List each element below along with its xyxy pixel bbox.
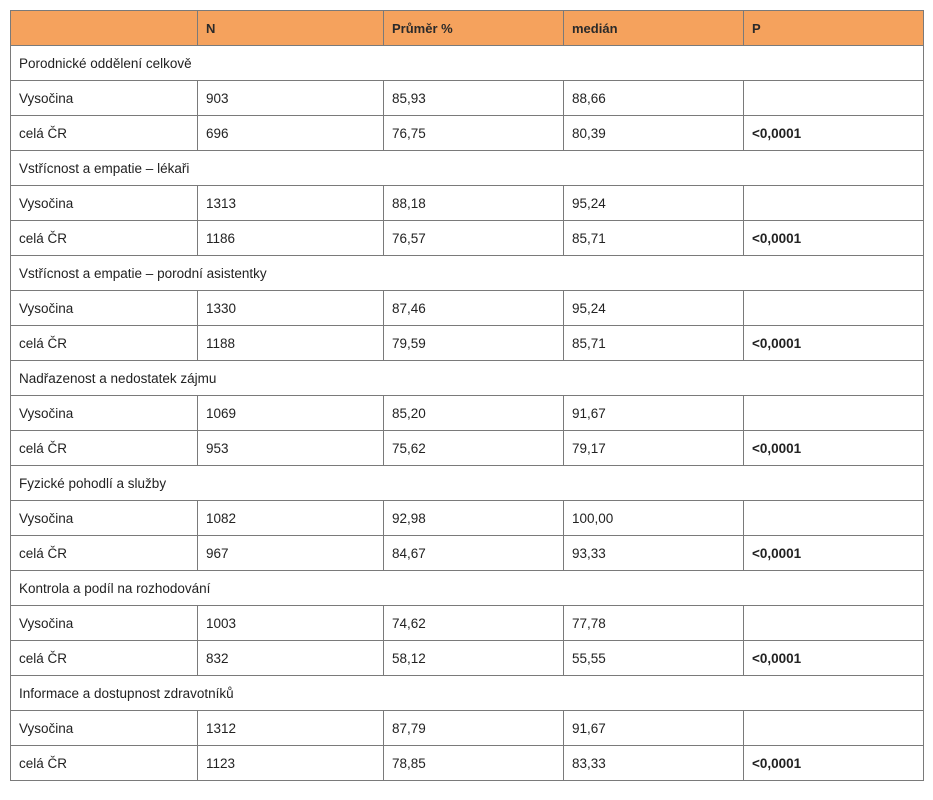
median-value: 79,17 (564, 431, 744, 466)
p-value (744, 396, 924, 431)
table-row (11, 746, 924, 781)
median-value: 88,66 (564, 81, 744, 116)
group-header-row (11, 571, 924, 606)
row-label: Vysočina (11, 606, 198, 641)
p-value (744, 186, 924, 221)
group-header-row (11, 151, 924, 186)
row-label: Vysočina (11, 81, 198, 116)
n-value: 967 (198, 536, 384, 571)
row-label: celá ČR (11, 641, 198, 676)
table-row (11, 186, 924, 221)
n-value: 903 (198, 81, 384, 116)
table-row (11, 116, 924, 151)
table-row (11, 606, 924, 641)
row-label: Vysočina (11, 396, 198, 431)
mean-value: 87,79 (384, 711, 564, 746)
mean-value: 58,12 (384, 641, 564, 676)
mean-value: 74,62 (384, 606, 564, 641)
n-value: 1069 (198, 396, 384, 431)
group-header-row (11, 361, 924, 396)
group-header-row (11, 466, 924, 501)
median-value: 100,00 (564, 501, 744, 536)
mean-value: 79,59 (384, 326, 564, 361)
p-value: <0,0001 (744, 641, 924, 676)
table-row (11, 221, 924, 256)
row-label: Vysočina (11, 186, 198, 221)
header-median: medián (564, 11, 744, 46)
median-value: 80,39 (564, 116, 744, 151)
n-value: 1312 (198, 711, 384, 746)
n-value: 696 (198, 116, 384, 151)
group-title: Vstřícnost a empatie – porodní asistentky (11, 256, 924, 291)
median-value: 91,67 (564, 396, 744, 431)
n-value: 1330 (198, 291, 384, 326)
mean-value: 76,57 (384, 221, 564, 256)
mean-value: 75,62 (384, 431, 564, 466)
group-header-row (11, 676, 924, 711)
n-value: 1188 (198, 326, 384, 361)
n-value: 1123 (198, 746, 384, 781)
table-row (11, 431, 924, 466)
table-header (11, 11, 924, 46)
p-value (744, 81, 924, 116)
p-value: <0,0001 (744, 221, 924, 256)
p-value (744, 291, 924, 326)
group-header-row (11, 46, 924, 81)
mean-value: 88,18 (384, 186, 564, 221)
table-row (11, 396, 924, 431)
mean-value: 78,85 (384, 746, 564, 781)
median-value: 95,24 (564, 186, 744, 221)
header-n: N (198, 11, 384, 46)
p-value (744, 501, 924, 536)
table-row (11, 291, 924, 326)
mean-value: 87,46 (384, 291, 564, 326)
table-row (11, 501, 924, 536)
n-value: 953 (198, 431, 384, 466)
row-label: Vysočina (11, 711, 198, 746)
n-value: 1186 (198, 221, 384, 256)
group-title: Porodnické oddělení celkově (11, 46, 924, 81)
group-title: Kontrola a podíl na rozhodování (11, 571, 924, 606)
n-value: 1003 (198, 606, 384, 641)
results-table (10, 10, 924, 781)
median-value: 85,71 (564, 326, 744, 361)
median-value: 83,33 (564, 746, 744, 781)
row-label: celá ČR (11, 116, 198, 151)
row-label: celá ČR (11, 221, 198, 256)
table-row (11, 536, 924, 571)
table-row (11, 326, 924, 361)
median-value: 93,33 (564, 536, 744, 571)
n-value: 1082 (198, 501, 384, 536)
p-value: <0,0001 (744, 326, 924, 361)
table-body (11, 46, 924, 781)
header-row (11, 11, 924, 46)
table-row (11, 81, 924, 116)
group-header-row (11, 256, 924, 291)
p-value: <0,0001 (744, 431, 924, 466)
n-value: 832 (198, 641, 384, 676)
header-blank (11, 11, 198, 46)
n-value: 1313 (198, 186, 384, 221)
row-label: Vysočina (11, 291, 198, 326)
group-title: Informace a dostupnost zdravotníků (11, 676, 924, 711)
header-p: P (744, 11, 924, 46)
p-value: <0,0001 (744, 536, 924, 571)
group-title: Nadřazenost a nedostatek zájmu (11, 361, 924, 396)
mean-value: 76,75 (384, 116, 564, 151)
row-label: celá ČR (11, 431, 198, 466)
row-label: celá ČR (11, 746, 198, 781)
median-value: 55,55 (564, 641, 744, 676)
mean-value: 85,93 (384, 81, 564, 116)
mean-value: 92,98 (384, 501, 564, 536)
p-value (744, 711, 924, 746)
table-row (11, 641, 924, 676)
group-title: Fyzické pohodlí a služby (11, 466, 924, 501)
group-title: Vstřícnost a empatie – lékaři (11, 151, 924, 186)
mean-value: 85,20 (384, 396, 564, 431)
table-row (11, 711, 924, 746)
mean-value: 84,67 (384, 536, 564, 571)
median-value: 77,78 (564, 606, 744, 641)
p-value: <0,0001 (744, 116, 924, 151)
header-mean: Průměr % (384, 11, 564, 46)
median-value: 85,71 (564, 221, 744, 256)
p-value (744, 606, 924, 641)
median-value: 95,24 (564, 291, 744, 326)
row-label: celá ČR (11, 326, 198, 361)
row-label: Vysočina (11, 501, 198, 536)
p-value: <0,0001 (744, 746, 924, 781)
row-label: celá ČR (11, 536, 198, 571)
median-value: 91,67 (564, 711, 744, 746)
